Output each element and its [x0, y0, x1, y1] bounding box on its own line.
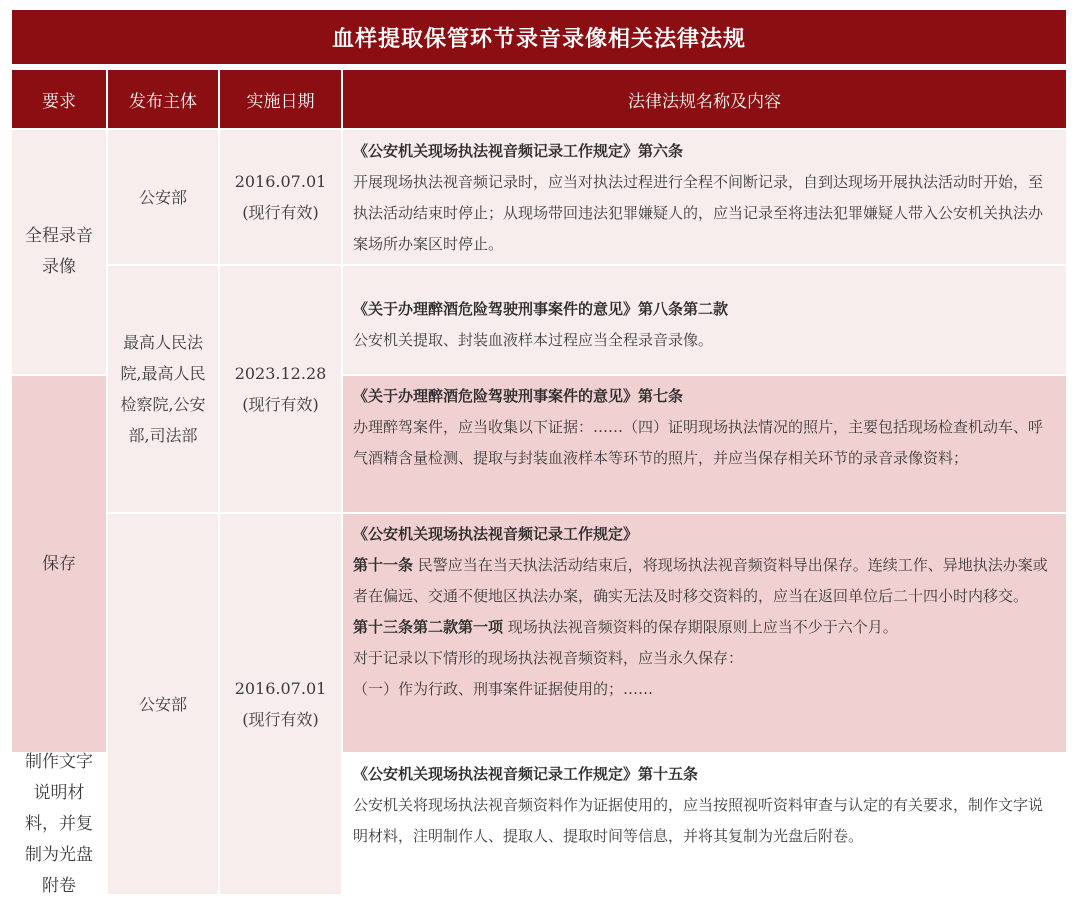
- header-publisher: 发布主体: [108, 70, 218, 128]
- law-title: 《关于办理醉酒危险驾驶刑事案件的意见》第七条: [353, 387, 684, 405]
- publisher-cell: 公安部: [108, 130, 218, 264]
- law-text: 办理醉驾案件，应当收集以下证据：……（四）证明现场执法情况的照片，主要包括现场检查机动车、呼气酒精含量检测、提取与封装血液样本等环节的照片，并应当保存相关环节的录音录像资料；: [353, 418, 1044, 467]
- date-cell: [220, 130, 341, 264]
- law-text: （一）作为行政、刑事案件证据使用的；……: [353, 680, 654, 698]
- article-text: 现场执法视音频资料的保存期限原则上应当不少于六个月。: [503, 618, 898, 636]
- publisher-cell: 公安部: [108, 514, 218, 894]
- law-text: 对于记录以下情形的现场执法视音频资料，应当永久保存：: [353, 649, 744, 667]
- date-cell: [220, 266, 341, 512]
- law-title: 《公安机关现场执法视音频记录工作规定》第十五条: [353, 765, 699, 783]
- law-title: 《公安机关现场执法视音频记录工作规定》第六条: [353, 142, 684, 160]
- header-date: 实施日期: [220, 70, 341, 128]
- law-article: [353, 550, 1056, 612]
- date-cell: [220, 514, 341, 894]
- date-status: (现行有效): [242, 710, 319, 729]
- date-value: 2016.07.01: [234, 679, 327, 698]
- law-cell: [343, 514, 1066, 752]
- date-status: (现行有效): [242, 203, 319, 222]
- law-text: 公安机关将现场执法视音频资料作为证据使用的，应当按照视听资料审查与认定的有关要求，制作文字说明材料，注明制作人、提取人、提取时间等信息，并将其复制为光盘后附卷。: [353, 796, 1044, 845]
- article-label: 第十三条第二款第一项: [353, 618, 504, 636]
- law-cell: [343, 754, 1066, 894]
- date-status: (现行有效): [242, 395, 319, 414]
- law-title: 《公安机关现场执法视音频记录工作规定》: [353, 525, 639, 543]
- date-value: 2016.07.01: [234, 172, 327, 191]
- article-label: 第十一条: [353, 556, 414, 574]
- law-cell: [343, 130, 1066, 264]
- publisher-cell: 最高人民法院,最高人民检察院,公安部,司法部: [108, 266, 218, 512]
- law-cell: [343, 266, 1066, 374]
- header-requirement: 要求: [12, 70, 106, 128]
- date-value: 2023.12.28: [234, 364, 327, 383]
- law-cell: [343, 376, 1066, 512]
- header-law: 法律法规名称及内容: [343, 70, 1066, 128]
- article-text: 民警应当在当天执法活动结束后，将现场执法视音频资料导出保存。连续工作、异地执法办案或者在偏远、交通不便地区执法办案，确实无法及时移交资料的，应当在返回单位后二十四小时内移交。: [353, 556, 1048, 605]
- requirement-documentation: 制作文字说明材料，并复制为光盘附卷: [12, 754, 106, 894]
- law-text: 公安机关提取、封装血液样本过程应当全程录音录像。: [353, 331, 714, 349]
- law-title: 《关于办理醉酒危险驾驶刑事案件的意见》第八条第二款: [353, 300, 729, 318]
- law-text: 开展现场执法视音频记录时，应当对执法过程进行全程不间断记录，自到达现场开展执法活动时开始，至执法活动结束时停止；从现场带回违法犯罪嫌疑人的，应当记录至将违法犯罪嫌疑人带入公安机关执法办案场所办案区时停止。: [353, 173, 1044, 253]
- law-article: [353, 612, 1056, 643]
- table-title: 血样提取保管环节录音录像相关法律法规: [12, 10, 1066, 64]
- requirement-full-recording: 全程录音录像: [12, 130, 106, 374]
- requirement-storage: 保存: [12, 376, 106, 752]
